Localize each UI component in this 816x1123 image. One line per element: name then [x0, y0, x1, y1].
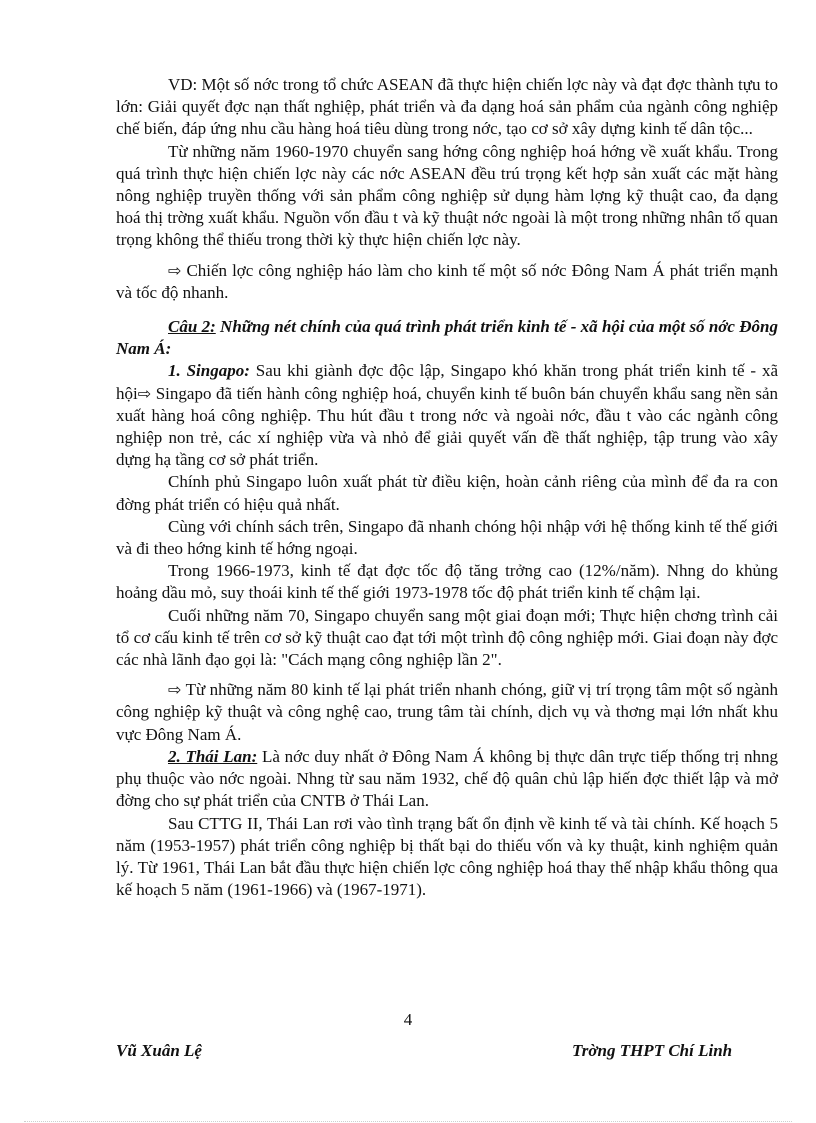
paragraph-late-70s: Cuối những năm 70, Singapo chuyển sang một giai đoạn mới; Thực hiện chơng trình cải tổ cơ cấu kinh tế trên cơ sở kỹ thuật cao đạt tới một trình độ công nghiệp mới. Giai đoạn này đợc các nhà lãnh đạo gọi là: "Cách mạng công nghiệp lần 2". — [116, 605, 778, 670]
paragraph-conclusion-2 — [116, 679, 778, 746]
section-thailand — [116, 746, 778, 813]
implies-arrow-icon: ⇨ — [168, 680, 182, 700]
paragraph-example: VD: Một số nớc trong tổ chức ASEAN đã thực hiện chiến lợc này và đạt đợc thành tựu to lớn: Giải quyết đợc nạn thất nghiệp, phát triển và đa dạng hoá sản phẩm của ngành công nghiệp chế biến, đáp ứng nhu cầu hàng hoá tiêu dùng trong nớc, tạo cơ sở xây dựng kinh tế dân tộc... — [116, 75, 778, 139]
question-title: Những nét chính của quá trình phát triển kinh tế - xã hội của một số nớc Đông Nam Á: — [116, 317, 778, 359]
section-text: Là nớc duy nhất ở Đông Nam Á không bị thực dân trực tiếp thống trị nhng phụ thuộc vào nớc ngoài. Nhng từ sau năm 1932, chế độ quân chủ lập hiến đợc thiết lập và mở đờng cho sự phát triển của CNTB ở Thái Lan. — [116, 746, 778, 811]
paragraph-growth-1966: Trong 1966-1973, kinh tế đạt đợc tốc độ tăng trởng cao (12%/năm). Nhng do khủng hoảng dầu mỏ, suy thoái kinh tế thế giới 1973-1978 tốc độ phát triển kinh tế chậm lại. — [116, 561, 778, 603]
paragraph-export-orientation: Từ những năm 1960-1970 chuyển sang hớng công nghiệp hoá hớng về xuất khẩu. Trong quá trình thực hiện chiến lợc này các nớc ASEAN đều trú trọng kết hợp sản xuất các mặt hàng nông nghiệp truyền thống với sản phẩm công nghiệp sử dụng hàm lợng kỹ thuật cao, đa dạng hoá thị trờng xuất khẩu. Nguồn vốn đầu t và kỹ thuật nớc ngoài là một trong những nhân tố quan trọng không thể thiếu trong thời kỳ thực hiện chiến lợc này. — [116, 141, 778, 250]
implies-arrow-icon: ⇨ — [168, 260, 182, 280]
section-heading-thailand: 2. Thái Lan: — [168, 746, 258, 766]
conclusion-text: Từ những năm 80 kinh tế lại phát triển nhanh chóng, giữ vị trí trọng tâm một số ngành công nghiệp kỹ thuật và công nghệ cao, trung tâm tài chính, dịch vụ và thơng mại lớn nhất khu vực Đông Nam Á. — [116, 680, 778, 744]
implies-arrow-icon: ⇨ — [137, 383, 152, 403]
section-text: Sau khi giành đợc độc lập, Singapo khó khăn trong phát triển kinh tế - xã hội — [116, 361, 778, 403]
section-singapore — [116, 360, 778, 471]
footer-school: Trờng THPT Chí Linh — [572, 1041, 733, 1060]
conclusion-text: Chiến lợc công nghiệp háo làm cho kinh tế một số nớc Đông Nam Á phát triển mạnh và tốc độ nhanh. — [116, 260, 779, 302]
paragraph-conclusion-1 — [116, 260, 778, 304]
question-2-heading — [116, 316, 778, 360]
paragraph-integration: Cùng với chính sách trên, Singapo đã nhanh chóng hội nhập với hệ thống kinh tế thế giới và đi theo hớng kinh tế hớng ngoại. — [116, 516, 778, 559]
section-text-continued: Singapo đã tiến hành công nghiệp hoá, chuyển kinh tế buôn bán chuyển khẩu sang nền sản xuất hàng hoá công nghiệp. Thu hút đầu t trong nớc và ngoài nớc, đầu t vào các ngành công nghiệp non trẻ, các xí nghiệp vừa và nhỏ để giải quyết vấn đề thất nghiệp, tập trung vào xây dựng hạ tầng cơ sở phát triển. — [116, 383, 779, 470]
paragraph-post-war: Sau CTTG II, Thái Lan rơi vào tình trạng bất ổn định về kinh tế và tài chính. Kế hoạch 5 năm (1953-1957) phát triển công nghiệp bị thất bại do thiếu vốn và ky thuật, kinh nghiệm quản lý. Từ 1961, Thái Lan bắt đầu thực hiện chiến lợc công nghiệp hoá thay thế nhập khẩu thông qua kế hoạch 5 năm (1961-1966) và (1967-1971). — [116, 813, 778, 900]
document-body — [116, 74, 778, 901]
question-label: Câu 2: — [168, 317, 216, 337]
page-number: 4 — [403, 1010, 413, 1029]
page-bottom-divider — [24, 1121, 792, 1122]
footer-author: Vũ Xuân Lệ — [116, 1041, 202, 1060]
paragraph-government: Chính phủ Singapo luôn xuất phát từ điều kiện, hoàn cảnh riêng của mình để đa ra con đờng phát triển có hiệu quả nhất. — [116, 472, 778, 514]
section-heading-singapore: 1. Singapo: — [168, 361, 250, 381]
